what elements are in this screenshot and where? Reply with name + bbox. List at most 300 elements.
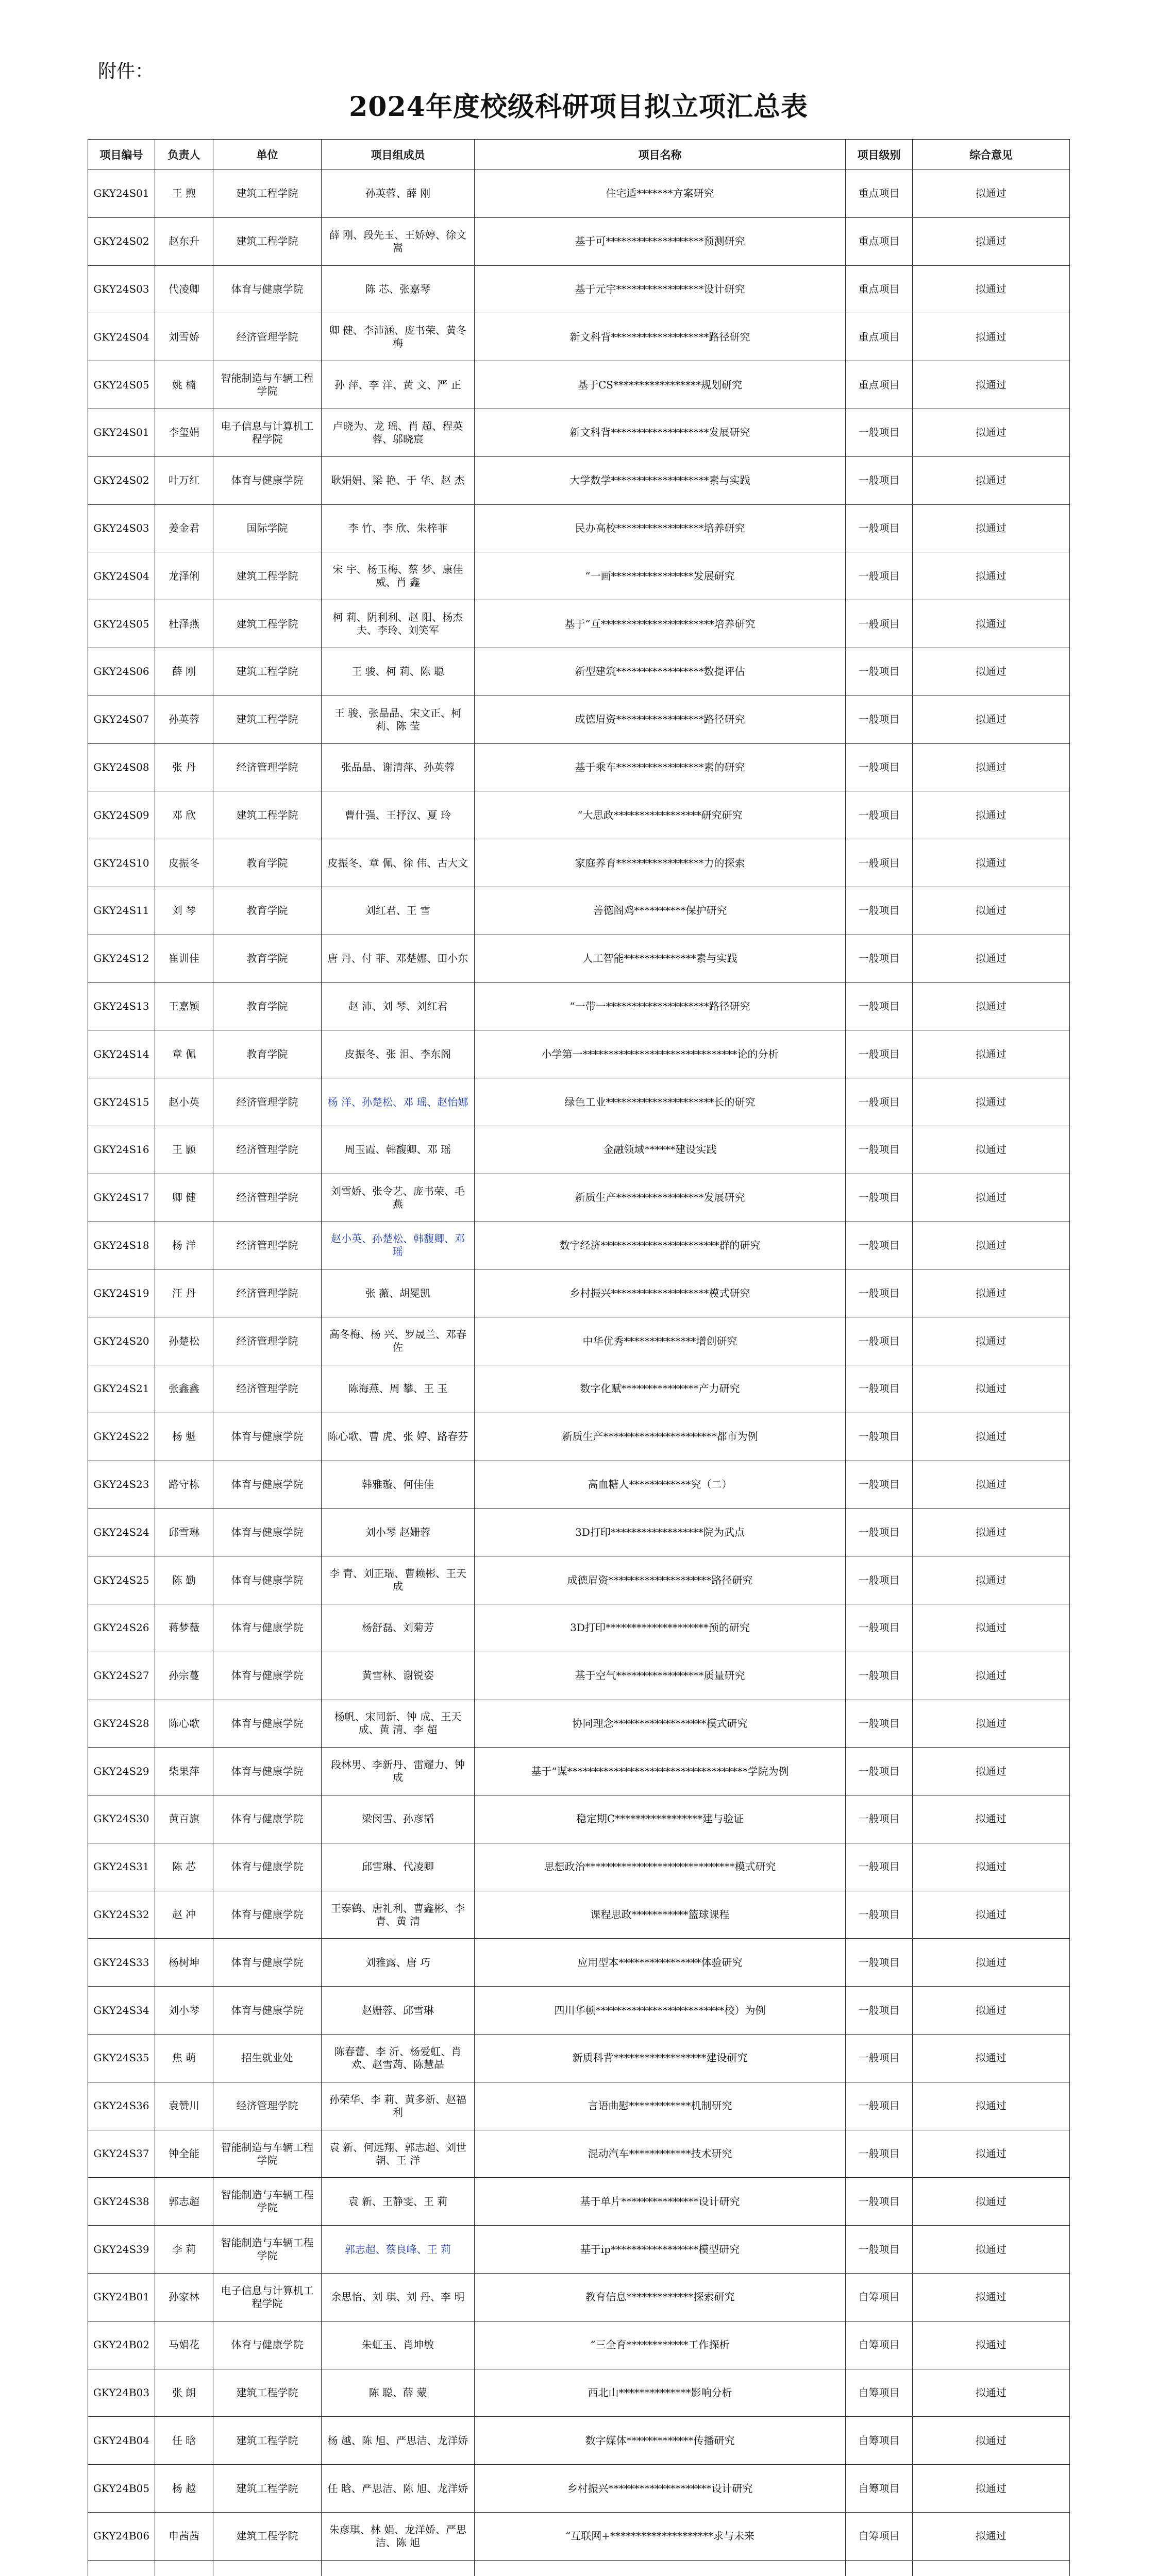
cell-project-name: 基于空气*****************质量研究 [475,1652,846,1700]
cell-project-id: GKY24S35 [88,2035,155,2082]
cell-opinion: 拟通过 [913,839,1070,887]
cell-leader: 刘小琴 [155,1987,213,2035]
table-row [88,2274,1070,2321]
cell-leader: 蒋梦薇 [155,1604,213,1652]
cell-level: 一般项目 [846,1509,913,1556]
cell-unit: 体育与健康学院 [213,265,322,313]
table-row [88,1843,1070,1891]
cell-project-name: 基于可*******************预测研究 [475,217,846,265]
cell-project-id: GKY24B03 [88,2369,155,2417]
cell-project-name: 基于“互**********************培养研究 [475,600,846,648]
cell-members: 赵姗蓉、邱雪琳 [322,1987,475,2035]
cell-level: 一般项目 [846,504,913,552]
cell-project-name: 民办高校*****************培养研究 [475,504,846,552]
cell-leader: 孙楚松 [155,1317,213,1365]
cell-level: 一般项目 [846,1748,913,1795]
table-row [88,409,1070,456]
cell-unit: 建筑工程学院 [213,648,322,696]
cell-leader: 陈 勤 [155,1556,213,1604]
cell-unit: 建筑工程学院 [213,2369,322,2417]
cell-members: 宋 宇、杨玉梅、蔡 梦、康佳威、肖 鑫 [322,552,475,600]
cell-level: 自筹项目 [846,2513,913,2561]
project-table [88,139,1070,2576]
cell-project-id: GKY24S38 [88,2178,155,2226]
table-row [88,1987,1070,2035]
cell-project-id: GKY24S31 [88,1843,155,1891]
cell-leader: 王 颢 [155,1126,213,1174]
cell-opinion: 拟通过 [913,743,1070,791]
cell-project-name: 家庭养育*****************力的探索 [475,839,846,887]
cell-opinion: 拟通过 [913,1222,1070,1269]
cell-project-id: GKY24S26 [88,1604,155,1652]
table-row [88,2178,1070,2226]
cell-opinion: 拟通过 [913,1413,1070,1461]
cell-project-name: 新质生产*****************发展研究 [475,1174,846,1222]
cell-leader: 王嘉颖 [155,982,213,1030]
cell-project-id: GKY24S03 [88,265,155,313]
cell-project-id: GKY24S20 [88,1317,155,1365]
header-leader: 负责人 [155,140,213,170]
cell-project-name: 乡村振兴********************设计研究 [475,2465,846,2513]
cell-opinion: 拟通过 [913,2369,1070,2417]
table-row [88,2321,1070,2369]
table-row [88,1795,1070,1843]
cell-leader: 叶万红 [155,456,213,504]
cell-opinion: 拟通过 [913,1843,1070,1891]
cell-leader: 张 丹 [155,743,213,791]
cell-project-name: 基于元宇*****************设计研究 [475,265,846,313]
cell-members: 陈海燕、周 攀、王 玉 [322,1365,475,1413]
table-body [88,170,1070,2576]
table-row [88,1269,1070,1317]
cell-unit: 智能制造与车辆工程学院 [213,2130,322,2178]
cell-unit: 教育学院 [213,887,322,935]
cell-opinion: 拟通过 [913,1748,1070,1795]
cell-project-id: GKY24S05 [88,600,155,648]
cell-project-name: “大思政*****************研究研究 [475,791,846,839]
cell-leader: 钟全能 [155,2130,213,2178]
cell-unit: 建筑工程学院 [213,696,322,743]
cell-project-name: 西北山**************影响分析 [475,2369,846,2417]
cell-project-name: 基于CS*****************规划研究 [475,361,846,409]
cell-project-name: 四川华顿*************************校）为例 [475,1987,846,2035]
cell-leader: 刘雪娇 [155,313,213,361]
header-project-name: 项目名称 [475,140,846,170]
cell-unit: 电子信息与计算机工程学院 [213,2274,322,2321]
cell-project-id: GKY24S06 [88,648,155,696]
cell-leader: 孙宗蔓 [155,1652,213,1700]
cell-project-name: 协同理念******************模式研究 [475,1700,846,1748]
cell-level: 一般项目 [846,1461,913,1509]
cell-leader: 任 晗 [155,2417,213,2465]
cell-members: 王 骏、柯 莉、陈 聪 [322,648,475,696]
cell-unit: 经济管理学院 [213,313,322,361]
cell-level: 一般项目 [846,1795,913,1843]
cell-leader: 杨 洋 [155,1222,213,1269]
cell-members: 李 竹、李 欣、朱梓菲 [322,504,475,552]
cell-members: 梁闵雪、孙彦韬 [322,1795,475,1843]
cell-leader: 孙家林 [155,2274,213,2321]
cell-leader: 龙泽俐 [155,552,213,600]
cell-leader: 赵小英 [155,1078,213,1126]
cell-project-name: 住宅适*******方案研究 [475,170,846,218]
table-row [88,2369,1070,2417]
cell-project-id: GKY24B06 [88,2513,155,2561]
cell-members: 陈心歌、曹 虎、张 婷、路春芬 [322,1413,475,1461]
cell-project-id [88,2560,155,2576]
cell-opinion: 拟通过 [913,2321,1070,2369]
cell-level: 一般项目 [846,696,913,743]
cell-unit: 建筑工程学院 [213,217,322,265]
cell-level: 自筹项目 [846,2369,913,2417]
header-unit: 单位 [213,140,322,170]
cell-project-id: GKY24S14 [88,1030,155,1078]
cell-unit: 电子信息与计算机工程学院 [213,409,322,456]
cell-level: 一般项目 [846,2035,913,2082]
table-row [88,1461,1070,1509]
cell-project-id: GKY24S09 [88,791,155,839]
cell-members: 邱雪琳、代凌卿 [322,1843,475,1891]
cell-unit: 国际学院 [213,504,322,552]
table-row [88,2465,1070,2513]
cell-opinion [913,2560,1070,2576]
cell-leader: 王 煦 [155,170,213,218]
cell-opinion: 拟通过 [913,1891,1070,1939]
cell-members [322,2560,475,2576]
table-header-row [88,140,1070,170]
cell-project-id: GKY24B04 [88,2417,155,2465]
cell-members: 张晶晶、谢清萍、孙英蓉 [322,743,475,791]
cell-opinion: 拟通过 [913,1078,1070,1126]
cell-opinion: 拟通过 [913,1652,1070,1700]
cell-project-id: GKY24S01 [88,170,155,218]
cell-project-id: GKY24S30 [88,1795,155,1843]
cell-project-name: 基于单片***************设计研究 [475,2178,846,2226]
cell-opinion: 拟通过 [913,1174,1070,1222]
cell-level: 一般项目 [846,648,913,696]
cell-members: 袁 新、王静雯、王 莉 [322,2178,475,2226]
cell-unit: 建筑工程学院 [213,2417,322,2465]
cell-unit: 教育学院 [213,1030,322,1078]
cell-opinion: 拟通过 [913,1269,1070,1317]
cell-leader [155,2560,213,2576]
cell-project-id: GKY24S10 [88,839,155,887]
cell-opinion: 拟通过 [913,791,1070,839]
cell-leader: 崔训佳 [155,935,213,982]
cell-unit: 教育学院 [213,839,322,887]
cell-level: 一般项目 [846,743,913,791]
cell-leader: 李玺娟 [155,409,213,456]
cell-unit: 经济管理学院 [213,1365,322,1413]
cell-members: 杨帆、宋同新、钟 成、王天成、黄 清、李 超 [322,1700,475,1748]
cell-project-name: 混动汽车************技术研究 [475,2130,846,2178]
cell-unit: 经济管理学院 [213,2082,322,2130]
cell-level: 一般项目 [846,456,913,504]
table-row [88,600,1070,648]
cell-members: 柯 莉、阴利利、赵 阳、杨杰夫、李玲、刘笑军 [322,600,475,648]
table-row [88,1939,1070,1987]
cell-level: 一般项目 [846,2082,913,2130]
cell-level: 一般项目 [846,409,913,456]
cell-opinion: 拟通过 [913,1700,1070,1748]
table-row [88,2560,1070,2576]
table-row [88,1748,1070,1795]
table-row [88,456,1070,504]
cell-leader: 汪 丹 [155,1269,213,1317]
cell-members: 黄雪林、谢锐姿 [322,1652,475,1700]
cell-level: 一般项目 [846,1939,913,1987]
cell-opinion: 拟通过 [913,2178,1070,2226]
cell-leader: 邱雪琳 [155,1509,213,1556]
table-row [88,1413,1070,1461]
cell-members: 杨 洋、孙楚松、邓 瑶、赵怡娜 [322,1078,475,1126]
table-row [88,696,1070,743]
cell-project-id: GKY24S21 [88,1365,155,1413]
table-row [88,2513,1070,2561]
cell-opinion: 拟通过 [913,1509,1070,1556]
cell-project-id: GKY24S16 [88,1126,155,1174]
cell-project-id: GKY24S02 [88,456,155,504]
cell-opinion: 拟通过 [913,170,1070,218]
cell-project-id: GKY24S01 [88,409,155,456]
cell-unit: 体育与健康学院 [213,1843,322,1891]
cell-project-name: 成德眉资********************路径研究 [475,1556,846,1604]
cell-opinion: 拟通过 [913,2465,1070,2513]
cell-leader: 袁赞川 [155,2082,213,2130]
cell-leader: 申茜茜 [155,2513,213,2561]
cell-unit: 体育与健康学院 [213,1795,322,1843]
cell-members: 孙荣华、李 莉、黄多新、赵福利 [322,2082,475,2130]
cell-unit: 智能制造与车辆工程学院 [213,361,322,409]
cell-level: 一般项目 [846,1078,913,1126]
cell-project-name: 新文科背*******************路径研究 [475,313,846,361]
cell-opinion: 拟通过 [913,2082,1070,2130]
table-row [88,982,1070,1030]
cell-level: 一般项目 [846,600,913,648]
cell-unit: 教育学院 [213,982,322,1030]
cell-project-id: GKY24B05 [88,2465,155,2513]
cell-project-name: 人工智能**************素与实践 [475,935,846,982]
cell-project-id: GKY24S22 [88,1413,155,1461]
table-row [88,2130,1070,2178]
cell-level: 一般项目 [846,1556,913,1604]
cell-opinion: 拟通过 [913,361,1070,409]
cell-project-id: GKY24S11 [88,887,155,935]
cell-project-id: GKY24S02 [88,217,155,265]
cell-unit: 智能制造与车辆工程学院 [213,2178,322,2226]
cell-leader: 杜泽燕 [155,600,213,648]
cell-opinion: 拟通过 [913,2130,1070,2178]
table-row [88,2417,1070,2465]
cell-level: 一般项目 [846,839,913,887]
cell-project-name: 稳定期C*****************建与验证 [475,1795,846,1843]
cell-leader: 马娟花 [155,2321,213,2369]
cell-level: 一般项目 [846,1891,913,1939]
cell-members: 周玉霞、韩馥卿、邓 瑶 [322,1126,475,1174]
cell-level: 一般项目 [846,1652,913,1700]
cell-members: 刘雅露、唐 巧 [322,1939,475,1987]
cell-unit: 体育与健康学院 [213,1891,322,1939]
cell-members: 耿娟娟、梁 艳、于 华、赵 杰 [322,456,475,504]
cell-members: 卢晓为、龙 瑶、肖 超、程英蓉、邬晓宸 [322,409,475,456]
table-row [88,265,1070,313]
cell-opinion: 拟通过 [913,1030,1070,1078]
table-row [88,170,1070,218]
cell-opinion: 拟通过 [913,648,1070,696]
cell-project-id: GKY24S13 [88,982,155,1030]
cell-leader: 邓 欣 [155,791,213,839]
cell-project-id: GKY24S18 [88,1222,155,1269]
cell-level: 一般项目 [846,2130,913,2178]
cell-project-id: GKY24S32 [88,1891,155,1939]
cell-unit: 体育与健康学院 [213,1556,322,1604]
cell-members: 袁 新、何远翔、郭志超、刘世朝、王 洋 [322,2130,475,2178]
table-row [88,1556,1070,1604]
cell-project-name: 大学数学*******************素与实践 [475,456,846,504]
cell-project-id: GKY24S23 [88,1461,155,1509]
cell-level: 一般项目 [846,2226,913,2274]
cell-unit: 建筑工程学院 [213,2513,322,2561]
cell-leader: 卿 健 [155,1174,213,1222]
cell-project-name: “一画****************发展研究 [475,552,846,600]
cell-level: 一般项目 [846,1174,913,1222]
cell-level: 一般项目 [846,791,913,839]
cell-project-name: 善德阁鸡**********保护研究 [475,887,846,935]
table-row [88,1174,1070,1222]
cell-opinion: 拟通过 [913,1317,1070,1365]
cell-leader: 赵东升 [155,217,213,265]
cell-level: 重点项目 [846,217,913,265]
cell-opinion: 拟通过 [913,313,1070,361]
cell-project-name: 言语曲慰************机制研究 [475,2082,846,2130]
cell-members: 任 晗、严思洁、陈 旭、龙洋娇 [322,2465,475,2513]
cell-opinion: 拟通过 [913,2417,1070,2465]
table-row [88,887,1070,935]
cell-level: 一般项目 [846,1700,913,1748]
cell-unit: 智能制造与车辆工程学院 [213,2226,322,2274]
cell-project-name: 成德眉资*****************路径研究 [475,696,846,743]
cell-members: 杨舒磊、刘菊芳 [322,1604,475,1652]
cell-project-name: 课程思政***********篮球课程 [475,1891,846,1939]
table-row [88,935,1070,982]
cell-level: 重点项目 [846,265,913,313]
cell-unit: 体育与健康学院 [213,1652,322,1700]
attachment-label: 附件： [98,61,154,82]
table-row [88,1509,1070,1556]
cell-unit: 招生就业处 [213,2035,322,2082]
cell-project-name [475,2560,846,2576]
cell-project-name: 3D打印******************院为武点 [475,1509,846,1556]
cell-members: 皮振冬、张 沮、李东阁 [322,1030,475,1078]
cell-members: 刘红君、王 雪 [322,887,475,935]
cell-project-name: 数字经济***********************群的研究 [475,1222,846,1269]
cell-level: 一般项目 [846,1987,913,2035]
cell-project-name: 金融领域******建设实践 [475,1126,846,1174]
cell-unit: 建筑工程学院 [213,600,322,648]
cell-leader: 焦 萌 [155,2035,213,2082]
table-row [88,313,1070,361]
cell-members: 刘小琴 赵姗蓉 [322,1509,475,1556]
cell-project-name: 高血糖人************究（二） [475,1461,846,1509]
cell-opinion: 拟通过 [913,1987,1070,2035]
cell-unit: 经济管理学院 [213,1222,322,1269]
table-row [88,791,1070,839]
cell-members: 杨 越、陈 旭、严思洁、龙洋娇 [322,2417,475,2465]
cell-project-name: 新文科背*******************发展研究 [475,409,846,456]
header-opinion: 综合意见 [913,140,1070,170]
cell-leader: 张鑫鑫 [155,1365,213,1413]
cell-members: 唐 丹、付 菲、邓楚娜、田小东 [322,935,475,982]
cell-leader: 代凌卿 [155,265,213,313]
cell-project-id: GKY24S12 [88,935,155,982]
cell-unit: 建筑工程学院 [213,170,322,218]
cell-project-id: GKY24S05 [88,361,155,409]
cell-members: 陈春蕾、李 沂、杨爱虹、肖 欢、赵雪蒟、陈慧晶 [322,2035,475,2082]
cell-project-name: 中华优秀**************增创研究 [475,1317,846,1365]
cell-leader: 黄百旗 [155,1795,213,1843]
cell-leader: 郭志超 [155,2178,213,2226]
cell-project-name: 新型建筑*****************数提评估 [475,648,846,696]
cell-members: 赵小英、孙楚松、韩馥卿、邓 瑶 [322,1222,475,1269]
cell-level: 自筹项目 [846,2417,913,2465]
cell-level: 重点项目 [846,313,913,361]
cell-opinion: 拟通过 [913,1461,1070,1509]
cell-project-id: GKY24S37 [88,2130,155,2178]
cell-leader: 路守栋 [155,1461,213,1509]
table-row [88,552,1070,600]
cell-leader: 杨 魁 [155,1413,213,1461]
cell-level: 自筹项目 [846,2465,913,2513]
cell-level: 一般项目 [846,935,913,982]
table-row [88,648,1070,696]
cell-level: 一般项目 [846,982,913,1030]
cell-members: 王 骏、张晶晶、宋文正、柯 莉、陈 莹 [322,696,475,743]
cell-opinion: 拟通过 [913,935,1070,982]
cell-members: 陈 芯、张嘉琴 [322,265,475,313]
cell-project-id: GKY24S36 [88,2082,155,2130]
cell-members: 曹什强、王抒汉、夏 玲 [322,791,475,839]
cell-project-name: 数字媒体*************传播研究 [475,2417,846,2465]
cell-opinion: 拟通过 [913,2513,1070,2561]
cell-level: 自筹项目 [846,2274,913,2321]
cell-leader: 杨 越 [155,2465,213,2513]
table-row [88,2035,1070,2082]
cell-members: 段林男、李新丹、雷耀力、钟 成 [322,1748,475,1795]
cell-members: 韩雅璇、何佳佳 [322,1461,475,1509]
cell-project-name: 教育信息*************探索研究 [475,2274,846,2321]
cell-opinion: 拟通过 [913,1604,1070,1652]
cell-unit: 体育与健康学院 [213,456,322,504]
cell-level: 一般项目 [846,552,913,600]
cell-unit [213,2560,322,2576]
cell-project-name: 小学第一******************************论的分析 [475,1030,846,1078]
cell-project-id: GKY24S07 [88,696,155,743]
cell-leader: 李 莉 [155,2226,213,2274]
cell-unit: 体育与健康学院 [213,1413,322,1461]
table-row [88,1126,1070,1174]
table-row [88,1317,1070,1365]
cell-unit: 经济管理学院 [213,1317,322,1365]
cell-project-name: 数字化赋***************产力研究 [475,1365,846,1413]
table-row [88,217,1070,265]
cell-members: 薛 刚、段先玉、王娇婷、徐文嵩 [322,217,475,265]
cell-members: 高冬梅、杨 兴、罗晟兰、邓春佐 [322,1317,475,1365]
header-members: 项目组成员 [322,140,475,170]
cell-project-id: GKY24S28 [88,1700,155,1748]
cell-unit: 体育与健康学院 [213,1939,322,1987]
cell-unit: 建筑工程学院 [213,552,322,600]
cell-members: 张 薇、胡冕凯 [322,1269,475,1317]
